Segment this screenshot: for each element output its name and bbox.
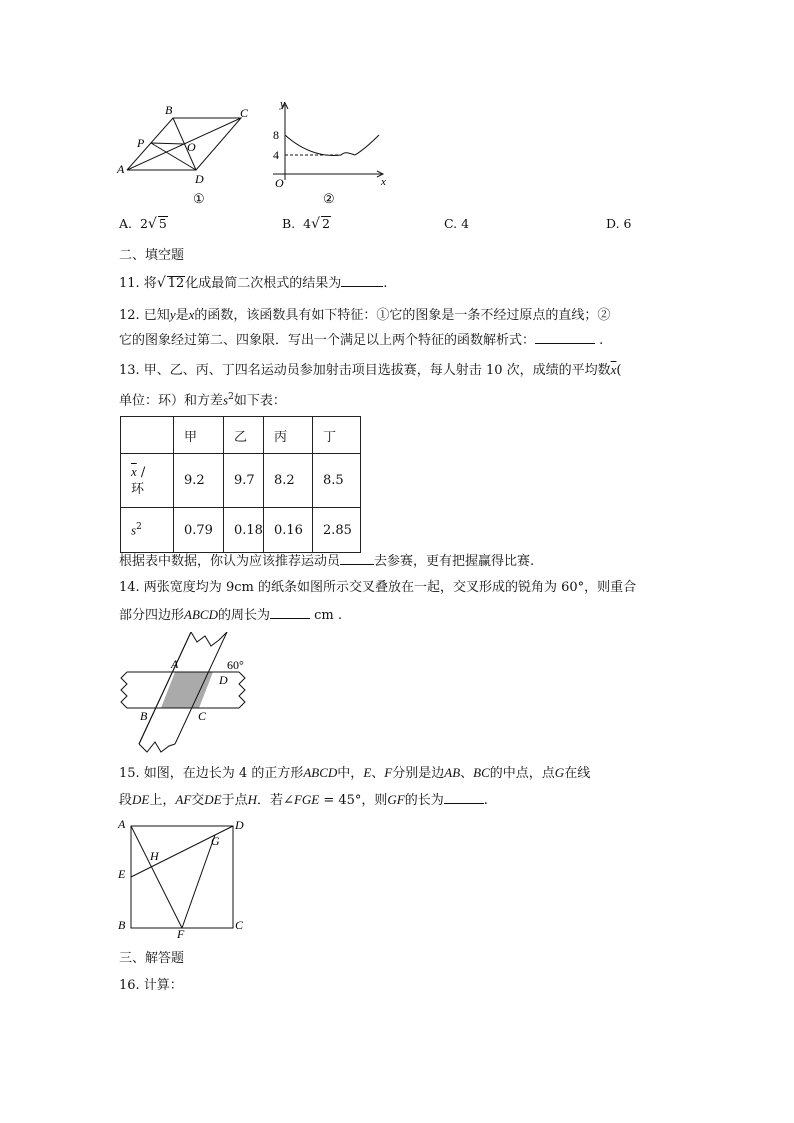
label-F: F	[177, 927, 185, 939]
answer-blank[interactable]	[341, 274, 383, 287]
label-E: E	[118, 867, 126, 881]
table-cell: 2.85	[312, 508, 360, 553]
tick-8: 8	[273, 128, 279, 142]
label-P: P	[137, 136, 145, 150]
question-14-line-1: 14. 两张宽度均为 9cm 的纸条如图所示交叉叠放在一起，交叉形成的锐角为 60°，则重合	[119, 580, 637, 595]
option-b: B. 4√ 2	[282, 216, 330, 232]
question-12-line-2: 它的图象经过第二、四象限．写出一个满足以上两个特征的函数解析式： .	[119, 333, 604, 348]
table-header-row	[121, 417, 361, 454]
label-A: A	[117, 162, 125, 176]
question-13-line-3: 根据表中数据，你认为应该推荐运动员 去参赛，更有把握赢得比赛.	[119, 554, 535, 569]
caption-2: ②	[323, 191, 335, 206]
label-B: B	[165, 103, 173, 117]
figure-square	[115, 814, 255, 939]
table-cell: $\overline{x}$ / 环	[121, 454, 174, 508]
table-cell: 8.2	[263, 454, 312, 508]
answer-blank[interactable]	[444, 791, 484, 804]
label-B: B	[140, 709, 148, 723]
label-D: D	[219, 673, 228, 687]
label-D: D	[195, 172, 204, 186]
table-cell: $s^2$	[121, 508, 174, 553]
section-2-title: 二、填空题	[119, 248, 185, 263]
question-15-line-1: 15. 如图，在边长为 4 的正方形ABCD中，E、F分别是边AB、BC的中点，点G在线	[119, 765, 591, 781]
table-cell: 甲	[174, 417, 224, 454]
question-15-line-2: 段DE上，AF交DE于点H．若∠FGE = 45°，则GF的长为 .	[119, 792, 488, 808]
section-3-title: 三、解答题	[119, 951, 185, 966]
table-cell: 9.7	[224, 454, 264, 508]
table-cell: 8.5	[312, 454, 360, 508]
label-C: C	[240, 106, 249, 120]
label-H: H	[150, 849, 159, 863]
tick-4: 4	[273, 148, 279, 162]
figure-crossed-strips	[115, 632, 260, 757]
question-11: 11. 将√ 12化成最简二次根式的结果为 .	[119, 275, 388, 291]
table-row	[121, 508, 361, 553]
label-A: A	[171, 657, 179, 671]
figure-graph	[265, 95, 395, 210]
score-table	[120, 416, 361, 553]
answer-blank[interactable]	[340, 552, 374, 565]
label-O: O	[187, 140, 196, 154]
label-G: G	[211, 834, 220, 848]
angle-label: 60°	[227, 658, 244, 672]
question-13-line-1: 13. 甲、乙、丙、丁四名运动员参加射击项目选拔赛，每人射击 10 次，成绩的平均数$\overline{x}$(	[119, 362, 622, 378]
label-B: B	[118, 918, 126, 932]
axis-y-label: y	[280, 98, 285, 110]
table-cell	[121, 417, 174, 454]
answer-blank[interactable]	[535, 331, 595, 344]
question-12-line-1: 12. 已知y是x的函数，该函数具有如下特征：①它的图象是一条不经过原点的直线；②	[119, 307, 611, 323]
label-D: D	[235, 818, 244, 832]
table-cell: 丙	[263, 417, 312, 454]
table-cell: 丁	[312, 417, 360, 454]
label-A: A	[118, 817, 126, 831]
table-cell: 0.18	[224, 508, 264, 553]
label-C: C	[235, 918, 244, 932]
answer-blank[interactable]	[270, 606, 310, 619]
option-d: D. 6	[606, 216, 632, 231]
caption-1: ①	[193, 191, 205, 206]
question-13-line-2: 单位：环）和方差$s^2$如下表：	[119, 392, 286, 409]
table-cell: 0.16	[263, 508, 312, 553]
axis-x-label: x	[381, 176, 386, 188]
table-cell: 乙	[224, 417, 264, 454]
question-16: 16. 计算：	[119, 978, 183, 993]
table-cell: 0.79	[174, 508, 224, 553]
table-cell: 9.2	[174, 454, 224, 508]
table-row	[121, 454, 361, 508]
option-c: C. 4	[444, 216, 470, 231]
label-C: C	[198, 709, 207, 723]
figure-parallelogram	[115, 100, 265, 210]
origin-label: O	[275, 176, 284, 190]
question-14-line-2: 部分四边形ABCD的周长为 cm .	[119, 607, 342, 623]
option-a: A. 2√ 5	[119, 216, 167, 232]
